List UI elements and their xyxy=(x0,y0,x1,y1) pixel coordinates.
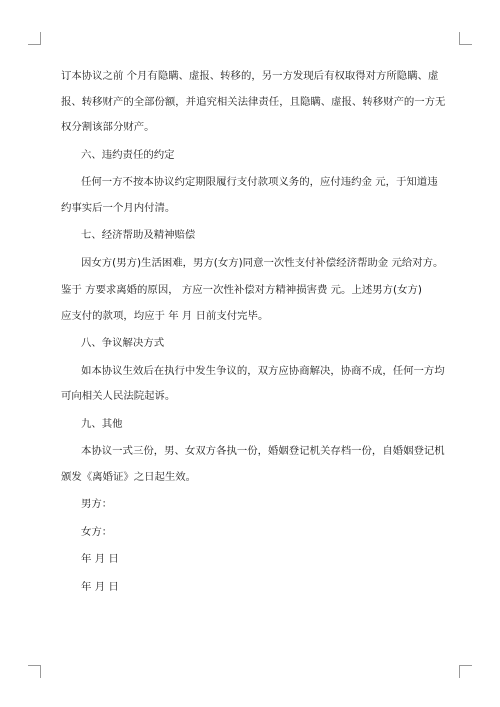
section-heading xyxy=(61,223,447,249)
crop-mark-bottom-right xyxy=(459,665,472,678)
text-line: 七、经济帮助及精神赔偿 xyxy=(81,229,196,241)
section-heading xyxy=(61,143,447,169)
text-line: 应支付的款项，均应于 年 月 日前支付完毕。 xyxy=(61,309,269,322)
paragraph xyxy=(61,64,447,141)
text-line: 年 月 日 xyxy=(81,553,119,565)
text-line: 订本协议之前 个月有隐瞒、虚报、转移的，另一方发现后有权取得对方所隐瞒、虚 xyxy=(61,70,439,82)
paragraph xyxy=(61,359,447,410)
text-line: 年 月 日 xyxy=(81,580,119,593)
text-line: 六、违约责任的约定 xyxy=(81,148,175,161)
paragraph xyxy=(61,278,447,329)
text-line: 报、转移财产的全部份额，并追究相关法律责任，且隐瞒、虚报、转移财产的一方无 xyxy=(61,95,446,108)
text-line: 鉴于 方要求离婚的原因， 方应一次性补偿对方精神损害费 元。上述男方(女方) xyxy=(61,284,422,296)
crop-mark-bottom-left xyxy=(28,665,41,678)
paragraph xyxy=(61,439,447,490)
signature-line xyxy=(61,520,447,546)
signature-line xyxy=(61,547,447,573)
text-line: 本协议一式三份，男、女双方各执一份，婚姻登记机关存档一份，自婚姻登记机 xyxy=(81,445,445,457)
text-line: 如本协议生效后在执行中发生争议的，双方应协商解决，协商不成，任何一方均 xyxy=(81,364,445,377)
text-line: 女方： xyxy=(81,525,113,538)
text-line: 权分割该部分财产。 xyxy=(61,121,155,133)
section-heading xyxy=(61,331,447,357)
signature-line xyxy=(61,492,447,518)
text-line: 因女方(男方)生活困难，男方(女方)同意一次性支付补偿经济帮助金 元给对方。 xyxy=(81,256,444,269)
text-line: 任何一方不按本协议约定期限履行支付款项义务的，应付违约金 元，于知道违 xyxy=(81,176,438,188)
text-line: 九、其他 xyxy=(81,417,123,430)
crop-mark-top-right xyxy=(459,32,472,45)
crop-mark-top-left xyxy=(28,32,41,45)
text-line: 八、争议解决方式 xyxy=(81,337,165,349)
text-line: 约事实后一个月内付清。 xyxy=(61,201,176,214)
document-body xyxy=(61,64,447,602)
paragraph xyxy=(61,170,447,221)
signature-line xyxy=(61,575,447,601)
text-line: 可向相关人民法院起诉。 xyxy=(61,390,176,402)
section-heading xyxy=(61,412,447,438)
text-line: 男方： xyxy=(81,498,113,510)
text-line: 颁发《离婚证》之日起生效。 xyxy=(61,470,197,483)
paragraph xyxy=(61,251,447,277)
